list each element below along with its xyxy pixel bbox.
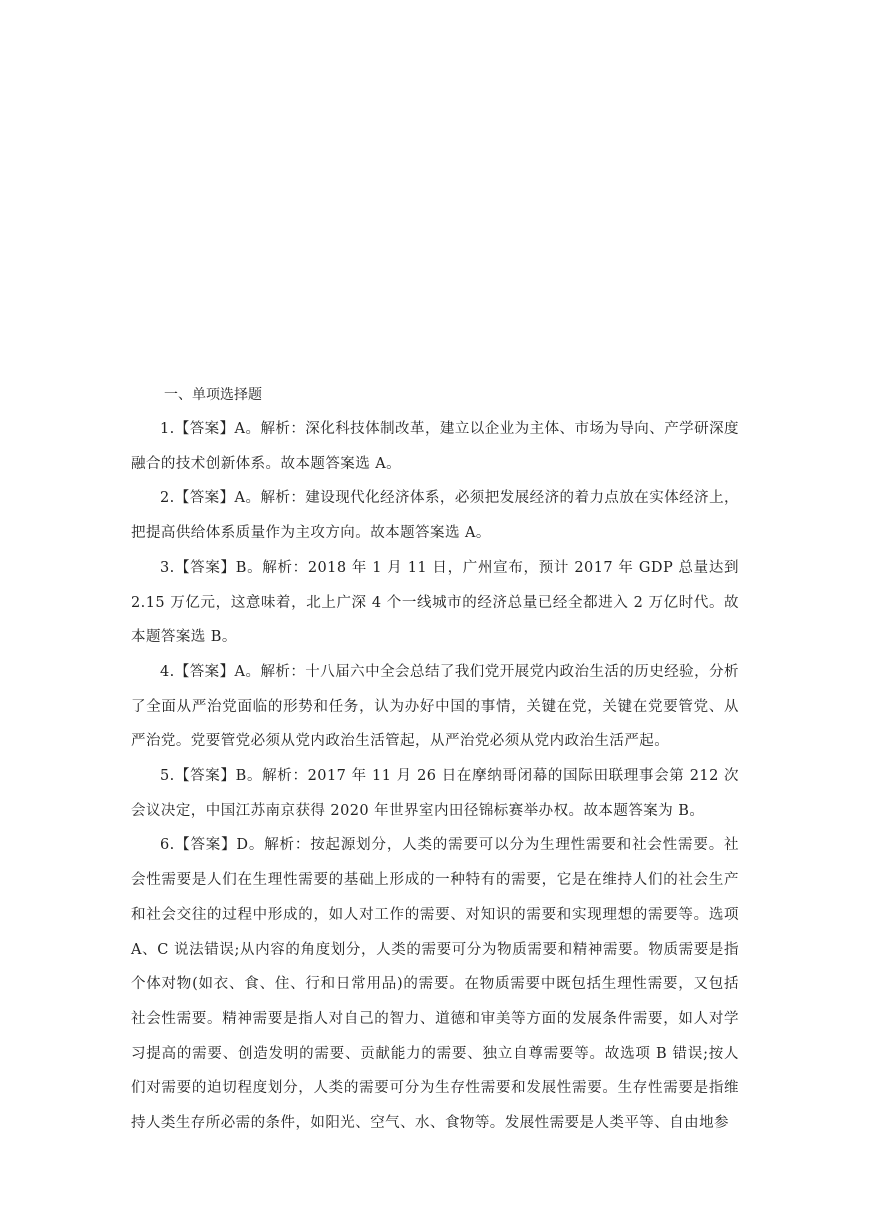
answer-1: 1.【答案】A。解析：深化科技体制改革，建立以企业为主体、市场为导向、产学研深度融合的技术创新体系。故本题答案选 A。 bbox=[131, 421, 739, 472]
answer-3: 3.【答案】B。解析：2018 年 1 月 11 日，广州宣布，预计 2017 年 GDP 总量达到 2.15 万亿元，这意味着，北上广深 4 个一线城市的经济总量已经全都进入 2 万亿时代。故本题答案选 B。 bbox=[131, 559, 739, 646]
document-page bbox=[131, 378, 739, 1141]
answer-2: 2.【答案】A。解析：建设现代化经济体系，必须把发展经济的着力点放在实体经济上，把提高供给体系质量作为主攻方向。故本题答案选 A。 bbox=[131, 490, 739, 542]
answer-5: 5.【答案】B。解析：2017 年 11 月 26 日在摩纳哥闭幕的国际田联理事会第 212 次会议决定，中国江苏南京获得 2020 年世界室内田径锦标赛举办权。故本题答案为 B。 bbox=[131, 768, 739, 819]
section-heading: 一、单项选择题 bbox=[164, 387, 262, 403]
answer-4: 4.【答案】A。解析：十八届六中全会总结了我们党开展党内政治生活的历史经验，分析了全面从严治党面临的形势和任务，认为办好中国的事情，关键在党，关键在党要管党、从严治党。党要管党必须从党内政治生活管起，从严治党必须从党内政治生活严起。 bbox=[131, 663, 739, 750]
answer-6: 6.【答案】D。解析：按起源划分，人类的需要可以分为生理性需要和社会性需要。社会性需要是人们在生理性需要的基础上形成的一种特有的需要，它是在维持人们的社会生产和社会交往的过程中形成的，如人对工作的需要、对知识的需要和实现理想的需要等。选项 A、C 说法错误;从内容的角度划分，人类的需要可分为物质需要和精神需要。物质需要是指个体对物(如衣、食、住、行和日常用品)的需要。在物质需要中既包括生理性需要，又包括社会性需要。精神需要是指人对自己的智力、道德和审美等方面的发展条件需要，如人对学习提高的需要、创造发明的需要、贡献能力的需要、独立自尊需要等。故选项 B 错误;按人们对需要的迫切程度划分，人类的需要可分为生存性需要和发展性需要。生存性需要是指维持人类生存所必需的条件，如阳光、空气、水、食物等。发展性需要是人类平等、自由地参 bbox=[131, 837, 739, 1132]
